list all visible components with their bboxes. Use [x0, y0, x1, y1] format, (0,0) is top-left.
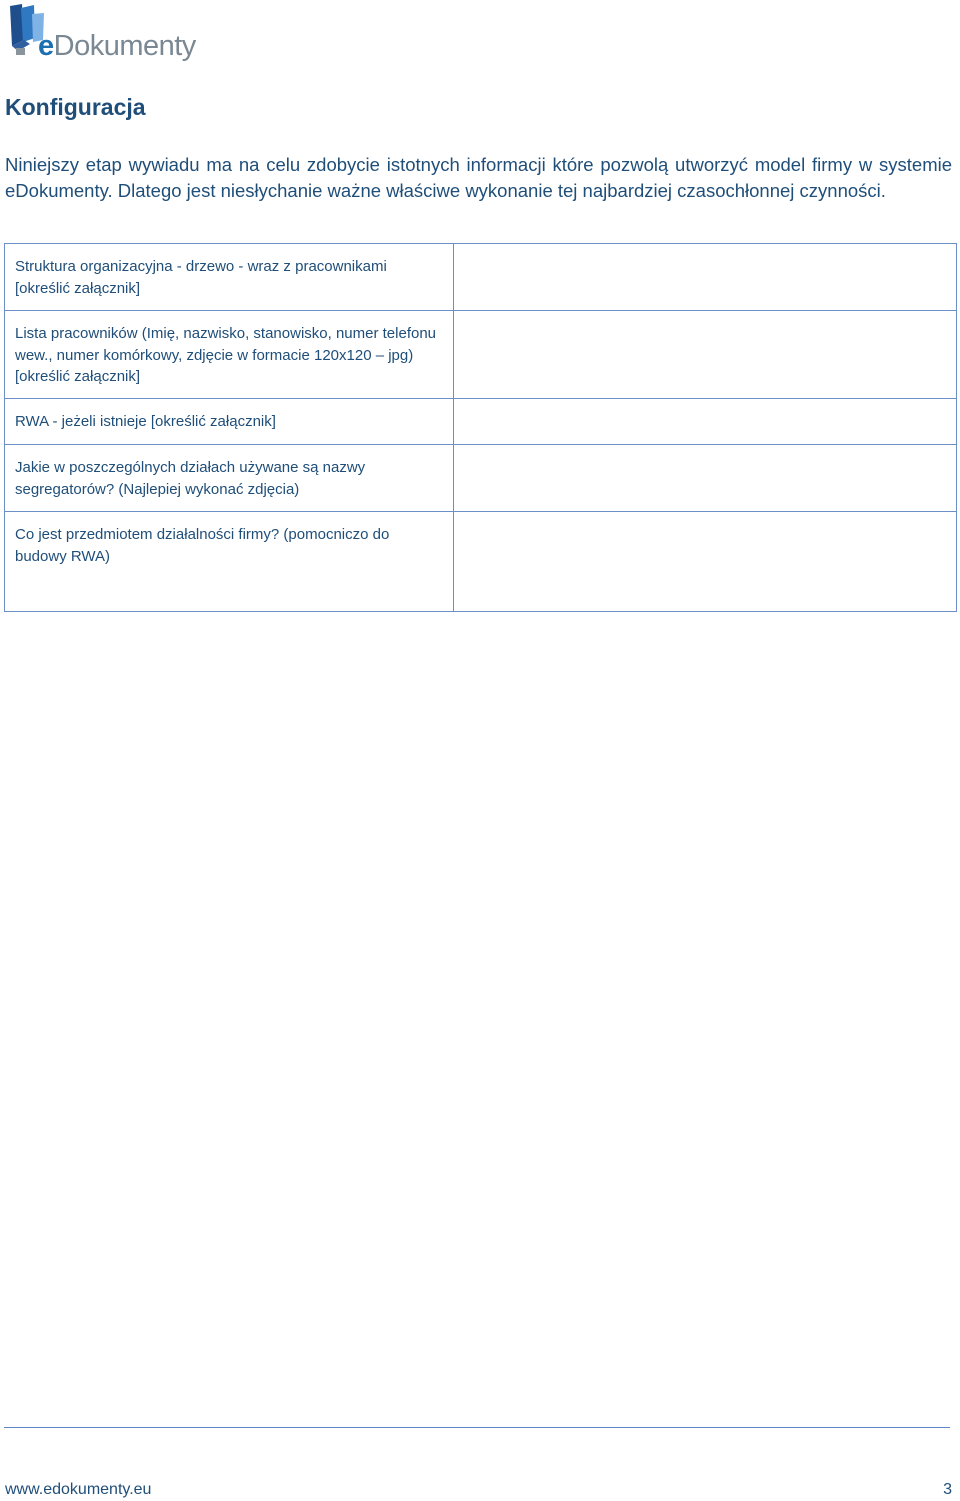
question-cell: Jakie w poszczególnych działach używane są nazwy segregatorów? (Najlepiej wykonać zdjęcia): [5, 445, 454, 512]
logo-name: Dokumenty: [53, 30, 196, 62]
page-number: 3: [943, 1481, 952, 1498]
answer-cell[interactable]: [454, 311, 957, 399]
answer-cell[interactable]: [454, 399, 957, 445]
table-row: [5, 512, 957, 612]
edokumenty-logo: [8, 4, 208, 66]
table-row: [5, 399, 957, 445]
logo-prefix: e: [38, 30, 54, 62]
logo-wordmark: [38, 30, 196, 63]
footer-website[interactable]: www.edokumenty.eu: [5, 1481, 152, 1498]
question-cell: Struktura organizacyjna - drzewo - wraz z pracownikami [określić załącznik]: [5, 244, 454, 311]
intro-paragraph: Niniejszy etap wywiadu ma na celu zdobycie istotnych informacji które pozwolą utworzyć model firmy w systemie eDokumenty. Dlatego jest niesłychanie ważne właściwe wykonanie tej najbardziej czasochłonnej czynności.: [5, 154, 952, 201]
question-cell: Lista pracowników (Imię, nazwisko, stanowisko, numer telefonu wew., numer komórkowy, zdjęcie w formacie 120x120 – jpg) [określić załącznik]: [5, 311, 454, 399]
answer-cell[interactable]: [454, 445, 957, 512]
answer-cell[interactable]: [454, 244, 957, 311]
question-cell: Co jest przedmiotem działalności firmy? (pomocniczo do budowy RWA): [5, 512, 454, 612]
question-cell: RWA - jeżeli istnieje [określić załącznik]: [5, 399, 454, 445]
page-heading: Konfiguracja: [5, 94, 146, 120]
table-row: [5, 445, 957, 512]
answer-cell[interactable]: [454, 512, 957, 612]
footer-divider: [4, 1427, 950, 1428]
questionnaire-table: [4, 243, 957, 612]
table-row: [5, 311, 957, 399]
table-row: [5, 244, 957, 311]
